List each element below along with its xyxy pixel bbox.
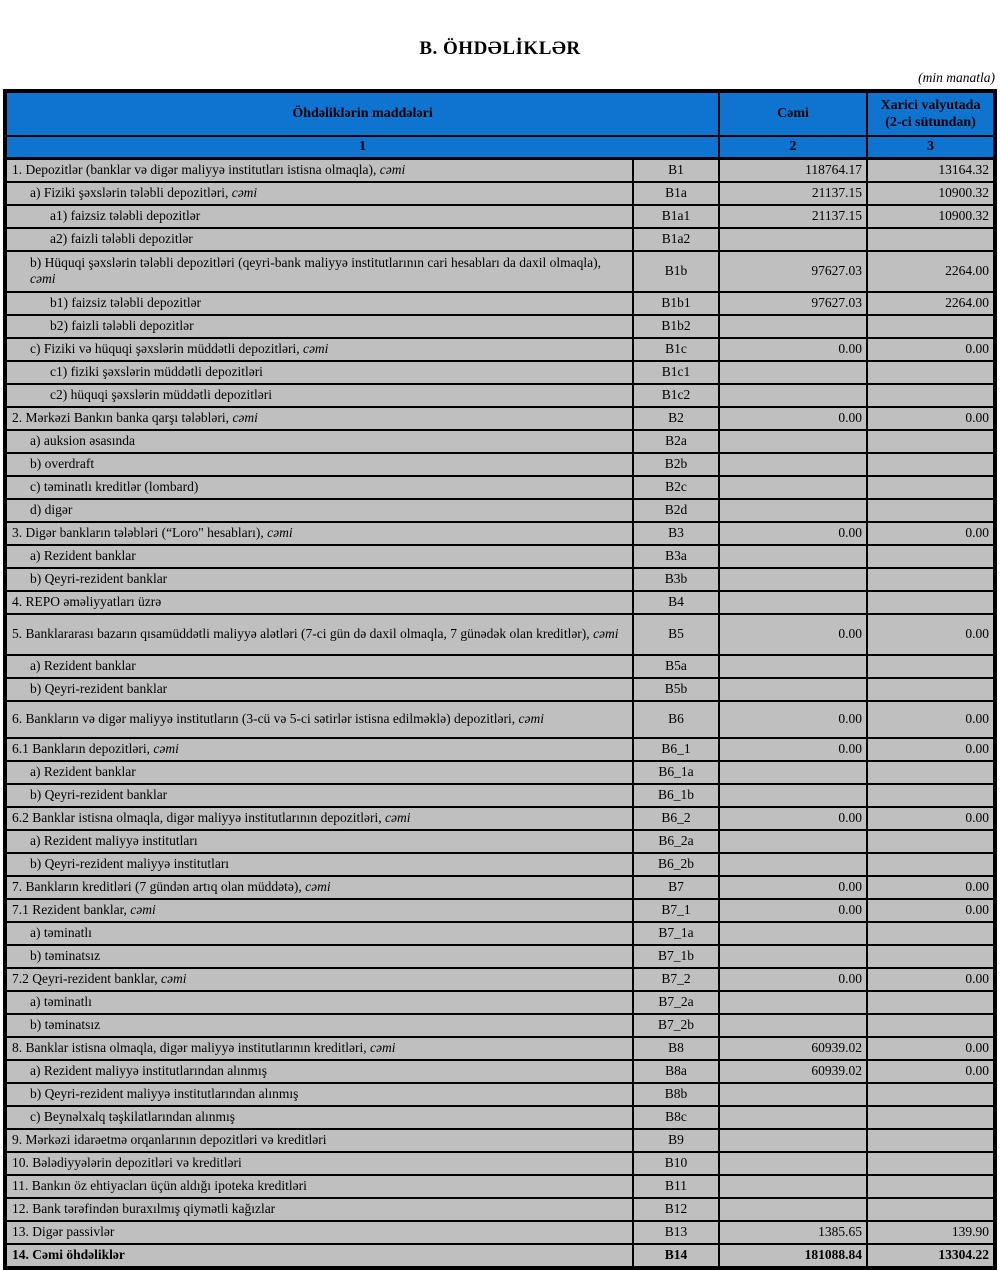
total-value: 60939.02 bbox=[719, 1037, 867, 1060]
total-value: 97627.03 bbox=[719, 292, 867, 315]
header-row-numbers bbox=[5, 136, 995, 158]
table-row bbox=[5, 1244, 995, 1268]
item-code: B8b bbox=[633, 1083, 719, 1106]
item-label: a) təminatlı bbox=[5, 922, 633, 945]
table-row bbox=[5, 991, 995, 1014]
total-value bbox=[719, 1129, 867, 1152]
total-value: 0.00 bbox=[719, 522, 867, 545]
total-value bbox=[719, 761, 867, 784]
table-row bbox=[5, 338, 995, 361]
item-label: a1) faizsiz tələbli depozitlər bbox=[5, 205, 633, 228]
item-label: b) overdraft bbox=[5, 453, 633, 476]
item-label: 10. Bələdiyyələrin depozitləri və kreditləri bbox=[5, 1152, 633, 1175]
total-value: 0.00 bbox=[719, 968, 867, 991]
item-code: B11 bbox=[633, 1175, 719, 1198]
total-value: 0.00 bbox=[719, 338, 867, 361]
item-label: b) Qeyri-rezident banklar bbox=[5, 678, 633, 701]
foreign-currency-value: 0.00 bbox=[867, 407, 995, 430]
item-code: B5a bbox=[633, 655, 719, 678]
total-value: 0.00 bbox=[719, 876, 867, 899]
item-code: B6_1a bbox=[633, 761, 719, 784]
item-code: B3 bbox=[633, 522, 719, 545]
table-row bbox=[5, 922, 995, 945]
total-value bbox=[719, 1152, 867, 1175]
total-value: 0.00 bbox=[719, 614, 867, 655]
table-body bbox=[5, 158, 995, 1268]
table-row bbox=[5, 738, 995, 761]
header-row-labels bbox=[5, 91, 995, 136]
item-code: B4 bbox=[633, 591, 719, 614]
item-code: B6 bbox=[633, 701, 719, 738]
item-label: d) digər bbox=[5, 499, 633, 522]
total-value: 0.00 bbox=[719, 738, 867, 761]
item-label: 3. Digər bankların tələbləri (“Loro" hesabları), cəmi bbox=[5, 522, 633, 545]
item-label: b) təminatsız bbox=[5, 1014, 633, 1037]
table-row bbox=[5, 876, 995, 899]
table-row bbox=[5, 1083, 995, 1106]
item-label-italic-suffix: cəmi bbox=[593, 626, 619, 641]
table-row bbox=[5, 678, 995, 701]
item-label: 6.1 Bankların depozitləri, cəmi bbox=[5, 738, 633, 761]
total-value bbox=[719, 476, 867, 499]
table-row bbox=[5, 853, 995, 876]
table-row bbox=[5, 701, 995, 738]
item-code: B8a bbox=[633, 1060, 719, 1083]
foreign-currency-value bbox=[867, 945, 995, 968]
item-code: B9 bbox=[633, 1129, 719, 1152]
table-row bbox=[5, 384, 995, 407]
item-label-italic-suffix: cəmi bbox=[379, 162, 406, 177]
table-row bbox=[5, 205, 995, 228]
item-code: B13 bbox=[633, 1221, 719, 1244]
foreign-currency-value bbox=[867, 476, 995, 499]
item-code: B5 bbox=[633, 614, 719, 655]
table-row bbox=[5, 830, 995, 853]
total-value: 0.00 bbox=[719, 701, 867, 738]
foreign-currency-value: 2264.00 bbox=[867, 251, 995, 292]
item-code: B2a bbox=[633, 430, 719, 453]
total-value bbox=[719, 545, 867, 568]
foreign-currency-value: 2264.00 bbox=[867, 292, 995, 315]
foreign-currency-value bbox=[867, 830, 995, 853]
foreign-currency-value: 0.00 bbox=[867, 614, 995, 655]
item-label: c2) hüquqi şəxslərin müddətli depozitləri bbox=[5, 384, 633, 407]
col-header-foreign: Xarici valyutada (2-ci sütundan) bbox=[867, 91, 995, 136]
item-label: a2) faizli tələbli depozitlər bbox=[5, 228, 633, 251]
item-code: B2c bbox=[633, 476, 719, 499]
item-label: 9. Mərkəzi idarəetmə orqanlarının depozitləri və kreditləri bbox=[5, 1129, 633, 1152]
table-row bbox=[5, 591, 995, 614]
col-header-items: Öhdəliklərin maddələri bbox=[5, 91, 719, 136]
foreign-currency-value: 0.00 bbox=[867, 1060, 995, 1083]
table-row bbox=[5, 1037, 995, 1060]
item-label: 12. Bank tərəfindən buraxılmış qiymətli kağızlar bbox=[5, 1198, 633, 1221]
col-number-2: 2 bbox=[719, 136, 867, 158]
item-label: b) Hüquqi şəxslərin tələbli depozitləri (qeyri-bank maliyyə institutlarının cari hesabları da daxil olmaqla), cəmi bbox=[5, 251, 633, 292]
item-label-italic-suffix: cəmi bbox=[385, 810, 411, 825]
item-label: c) Beynəlxalq təşkilatlarından alınmış bbox=[5, 1106, 633, 1129]
item-code: B7_1 bbox=[633, 899, 719, 922]
foreign-currency-value: 13304.22 bbox=[867, 1244, 995, 1268]
foreign-currency-value bbox=[867, 1106, 995, 1129]
foreign-currency-value bbox=[867, 315, 995, 338]
item-label: 6. Bankların və digər maliyyə institutların (3-cü və 5-ci sətirlər istisna edilməklə) depozitləri, cəmi bbox=[5, 701, 633, 738]
table-row bbox=[5, 1221, 995, 1244]
foreign-currency-value bbox=[867, 853, 995, 876]
item-code: B6_1 bbox=[633, 738, 719, 761]
item-code: B14 bbox=[633, 1244, 719, 1268]
item-code: B1c bbox=[633, 338, 719, 361]
total-value bbox=[719, 430, 867, 453]
foreign-currency-value: 139.90 bbox=[867, 1221, 995, 1244]
total-value: 1385.65 bbox=[719, 1221, 867, 1244]
item-label: a) Rezident banklar bbox=[5, 545, 633, 568]
item-code: B1 bbox=[633, 158, 719, 182]
table-row bbox=[5, 228, 995, 251]
total-value bbox=[719, 1014, 867, 1037]
foreign-currency-value: 0.00 bbox=[867, 968, 995, 991]
item-label: a) təminatlı bbox=[5, 991, 633, 1014]
foreign-currency-value bbox=[867, 678, 995, 701]
total-value bbox=[719, 853, 867, 876]
total-value: 0.00 bbox=[719, 899, 867, 922]
item-label: 7.1 Rezident banklar, cəmi bbox=[5, 899, 633, 922]
table-row bbox=[5, 968, 995, 991]
item-label: a) Rezident banklar bbox=[5, 761, 633, 784]
total-value bbox=[719, 568, 867, 591]
foreign-currency-value bbox=[867, 384, 995, 407]
foreign-currency-value bbox=[867, 430, 995, 453]
table-row bbox=[5, 499, 995, 522]
total-value bbox=[719, 1106, 867, 1129]
item-code: B7_2b bbox=[633, 1014, 719, 1037]
item-label-italic-suffix: cəmi bbox=[130, 902, 156, 917]
item-label: a) auksion əsasında bbox=[5, 430, 633, 453]
table-row bbox=[5, 315, 995, 338]
table-row bbox=[5, 568, 995, 591]
item-code: B1a bbox=[633, 182, 719, 205]
item-code: B7_1a bbox=[633, 922, 719, 945]
table-row bbox=[5, 807, 995, 830]
foreign-currency-value bbox=[867, 361, 995, 384]
total-value: 21137.15 bbox=[719, 205, 867, 228]
item-code: B6_1b bbox=[633, 784, 719, 807]
foreign-currency-value: 0.00 bbox=[867, 899, 995, 922]
item-code: B6_2a bbox=[633, 830, 719, 853]
item-code: B2 bbox=[633, 407, 719, 430]
foreign-currency-value bbox=[867, 1014, 995, 1037]
total-value: 118764.17 bbox=[719, 158, 867, 182]
unit-note: (min manatla) bbox=[918, 70, 995, 85]
item-label-italic-suffix: cəmi bbox=[302, 341, 329, 356]
table-row bbox=[5, 361, 995, 384]
foreign-currency-value bbox=[867, 1198, 995, 1221]
foreign-currency-value bbox=[867, 1175, 995, 1198]
table-row bbox=[5, 182, 995, 205]
foreign-currency-value: 0.00 bbox=[867, 876, 995, 899]
item-label: 6.2 Banklar istisna olmaqla, digər maliyyə institutlarının depozitləri, cəmi bbox=[5, 807, 633, 830]
item-code: B12 bbox=[633, 1198, 719, 1221]
table-row bbox=[5, 761, 995, 784]
item-label: 11. Bankın öz ehtiyacları üçün aldığı ipoteka kreditləri bbox=[5, 1175, 633, 1198]
table-row bbox=[5, 1060, 995, 1083]
table-row bbox=[5, 453, 995, 476]
foreign-currency-value bbox=[867, 568, 995, 591]
item-label: b) Qeyri-rezident banklar bbox=[5, 784, 633, 807]
page-title: B. ÖHDƏLİKLƏR bbox=[419, 38, 581, 59]
item-code: B3a bbox=[633, 545, 719, 568]
foreign-currency-value bbox=[867, 545, 995, 568]
foreign-currency-value bbox=[867, 1129, 995, 1152]
item-label-italic-suffix: cəmi bbox=[370, 1040, 396, 1055]
item-label: a) Rezident maliyyə institutlarından alınmış bbox=[5, 1060, 633, 1083]
item-label: 7. Bankların kreditləri (7 gündən artıq olan müddətə), cəmi bbox=[5, 876, 633, 899]
item-label: 13. Digər passivlər bbox=[5, 1221, 633, 1244]
foreign-currency-value bbox=[867, 499, 995, 522]
item-code: B7 bbox=[633, 876, 719, 899]
table-row bbox=[5, 1175, 995, 1198]
item-label: a) Fiziki şəxslərin tələbli depozitləri, cəmi bbox=[5, 182, 633, 205]
total-value bbox=[719, 499, 867, 522]
foreign-currency-value: 0.00 bbox=[867, 807, 995, 830]
total-value bbox=[719, 830, 867, 853]
item-code: B2d bbox=[633, 499, 719, 522]
item-label-italic-suffix: cəmi bbox=[232, 410, 258, 425]
item-label: a) Rezident banklar bbox=[5, 655, 633, 678]
table-header bbox=[5, 91, 995, 158]
table-row bbox=[5, 655, 995, 678]
item-code: B6_2 bbox=[633, 807, 719, 830]
total-value bbox=[719, 945, 867, 968]
foreign-currency-value bbox=[867, 784, 995, 807]
foreign-currency-value bbox=[867, 922, 995, 945]
table-row bbox=[5, 1014, 995, 1037]
col-number-1: 1 bbox=[5, 136, 719, 158]
item-code: B7_2a bbox=[633, 991, 719, 1014]
total-value: 97627.03 bbox=[719, 251, 867, 292]
item-label-italic-suffix: cəmi bbox=[518, 711, 544, 726]
foreign-currency-value bbox=[867, 453, 995, 476]
foreign-currency-value bbox=[867, 991, 995, 1014]
foreign-currency-value: 0.00 bbox=[867, 738, 995, 761]
total-value bbox=[719, 1175, 867, 1198]
item-code: B1c1 bbox=[633, 361, 719, 384]
item-label: b2) faizli tələbli depozitlər bbox=[5, 315, 633, 338]
item-code: B5b bbox=[633, 678, 719, 701]
foreign-currency-value: 0.00 bbox=[867, 522, 995, 545]
item-label: b) Qeyri-rezident maliyyə institutlarından alınmış bbox=[5, 1083, 633, 1106]
total-value bbox=[719, 655, 867, 678]
foreign-currency-value bbox=[867, 591, 995, 614]
item-label: b1) faizsiz tələbli depozitlər bbox=[5, 292, 633, 315]
table-row bbox=[5, 614, 995, 655]
col-header-total: Cəmi bbox=[719, 91, 867, 136]
foreign-currency-value: 10900.32 bbox=[867, 182, 995, 205]
item-label: 7.2 Qeyri-rezident banklar, cəmi bbox=[5, 968, 633, 991]
foreign-currency-value: 0.00 bbox=[867, 338, 995, 361]
item-label-italic-suffix: cəmi bbox=[231, 185, 258, 200]
total-value bbox=[719, 784, 867, 807]
table-row bbox=[5, 251, 995, 292]
total-value bbox=[719, 453, 867, 476]
table-row bbox=[5, 545, 995, 568]
total-value: 60939.02 bbox=[719, 1060, 867, 1083]
total-value bbox=[719, 922, 867, 945]
table-row bbox=[5, 430, 995, 453]
item-code: B7_2 bbox=[633, 968, 719, 991]
table-row bbox=[5, 899, 995, 922]
item-code: B1b2 bbox=[633, 315, 719, 338]
item-label-italic-suffix: cəmi bbox=[267, 525, 293, 540]
foreign-currency-value bbox=[867, 655, 995, 678]
item-label: 4. REPO əməliyyatları üzrə bbox=[5, 591, 633, 614]
total-value bbox=[719, 228, 867, 251]
item-label: c) təminatlı kreditlər (lombard) bbox=[5, 476, 633, 499]
table-row bbox=[5, 407, 995, 430]
item-label: 8. Banklar istisna olmaqla, digər maliyyə institutlarının kreditləri, cəmi bbox=[5, 1037, 633, 1060]
total-value bbox=[719, 1083, 867, 1106]
item-label: 5. Banklararası bazarın qısamüddətli maliyyə alətləri (7-ci gün də daxil olmaqla, 7 günədək olan kreditlər), cəmi bbox=[5, 614, 633, 655]
table-row bbox=[5, 1198, 995, 1221]
item-code: B10 bbox=[633, 1152, 719, 1175]
item-code: B7_1b bbox=[633, 945, 719, 968]
table-row bbox=[5, 158, 995, 182]
item-label-italic-suffix: cəmi bbox=[30, 271, 56, 286]
table-row bbox=[5, 476, 995, 499]
item-code: B1a2 bbox=[633, 228, 719, 251]
item-label: c1) fiziki şəxslərin müddətli depozitləri bbox=[5, 361, 633, 384]
table-row bbox=[5, 945, 995, 968]
item-code: B1a1 bbox=[633, 205, 719, 228]
item-label: c) Fiziki və hüquqi şəxslərin müddətli depozitləri, cəmi bbox=[5, 338, 633, 361]
item-label: b) təminatsız bbox=[5, 945, 633, 968]
col-number-3: 3 bbox=[867, 136, 995, 158]
foreign-currency-value: 0.00 bbox=[867, 701, 995, 738]
foreign-currency-value: 0.00 bbox=[867, 1037, 995, 1060]
total-value: 0.00 bbox=[719, 807, 867, 830]
total-value bbox=[719, 1198, 867, 1221]
foreign-currency-value: 13164.32 bbox=[867, 158, 995, 182]
foreign-currency-value bbox=[867, 761, 995, 784]
item-code: B3b bbox=[633, 568, 719, 591]
foreign-currency-value: 10900.32 bbox=[867, 205, 995, 228]
total-value: 0.00 bbox=[719, 407, 867, 430]
item-code: B2b bbox=[633, 453, 719, 476]
table-row bbox=[5, 292, 995, 315]
item-label: b) Qeyri-rezident banklar bbox=[5, 568, 633, 591]
item-code: B1c2 bbox=[633, 384, 719, 407]
table-row bbox=[5, 1152, 995, 1175]
item-code: B6_2b bbox=[633, 853, 719, 876]
item-label-italic-suffix: cəmi bbox=[153, 741, 179, 756]
table-row bbox=[5, 522, 995, 545]
item-label: 14. Cəmi öhdəliklər bbox=[5, 1244, 633, 1268]
item-label: 2. Mərkəzi Bankın banka qarşı tələbləri, cəmi bbox=[5, 407, 633, 430]
total-value: 21137.15 bbox=[719, 182, 867, 205]
total-value bbox=[719, 678, 867, 701]
total-value bbox=[719, 361, 867, 384]
item-label: a) Rezident maliyyə institutları bbox=[5, 830, 633, 853]
total-value bbox=[719, 384, 867, 407]
total-value bbox=[719, 315, 867, 338]
item-label-italic-suffix: cəmi bbox=[305, 879, 331, 894]
item-code: B8 bbox=[633, 1037, 719, 1060]
item-code: B1b1 bbox=[633, 292, 719, 315]
foreign-currency-value bbox=[867, 228, 995, 251]
table-row bbox=[5, 1106, 995, 1129]
foreign-currency-value bbox=[867, 1083, 995, 1106]
item-label-italic-suffix: cəmi bbox=[161, 971, 187, 986]
total-value: 181088.84 bbox=[719, 1244, 867, 1268]
liabilities-table bbox=[3, 89, 997, 1270]
foreign-currency-value bbox=[867, 1152, 995, 1175]
total-value bbox=[719, 991, 867, 1014]
total-value bbox=[719, 591, 867, 614]
item-label: b) Qeyri-rezident maliyyə institutları bbox=[5, 853, 633, 876]
item-code: B8c bbox=[633, 1106, 719, 1129]
item-label: 1. Depozitlər (banklar və digər maliyyə institutları istisna olmaqla), cəmi bbox=[5, 158, 633, 182]
item-code: B1b bbox=[633, 251, 719, 292]
table-row bbox=[5, 1129, 995, 1152]
table-row bbox=[5, 784, 995, 807]
